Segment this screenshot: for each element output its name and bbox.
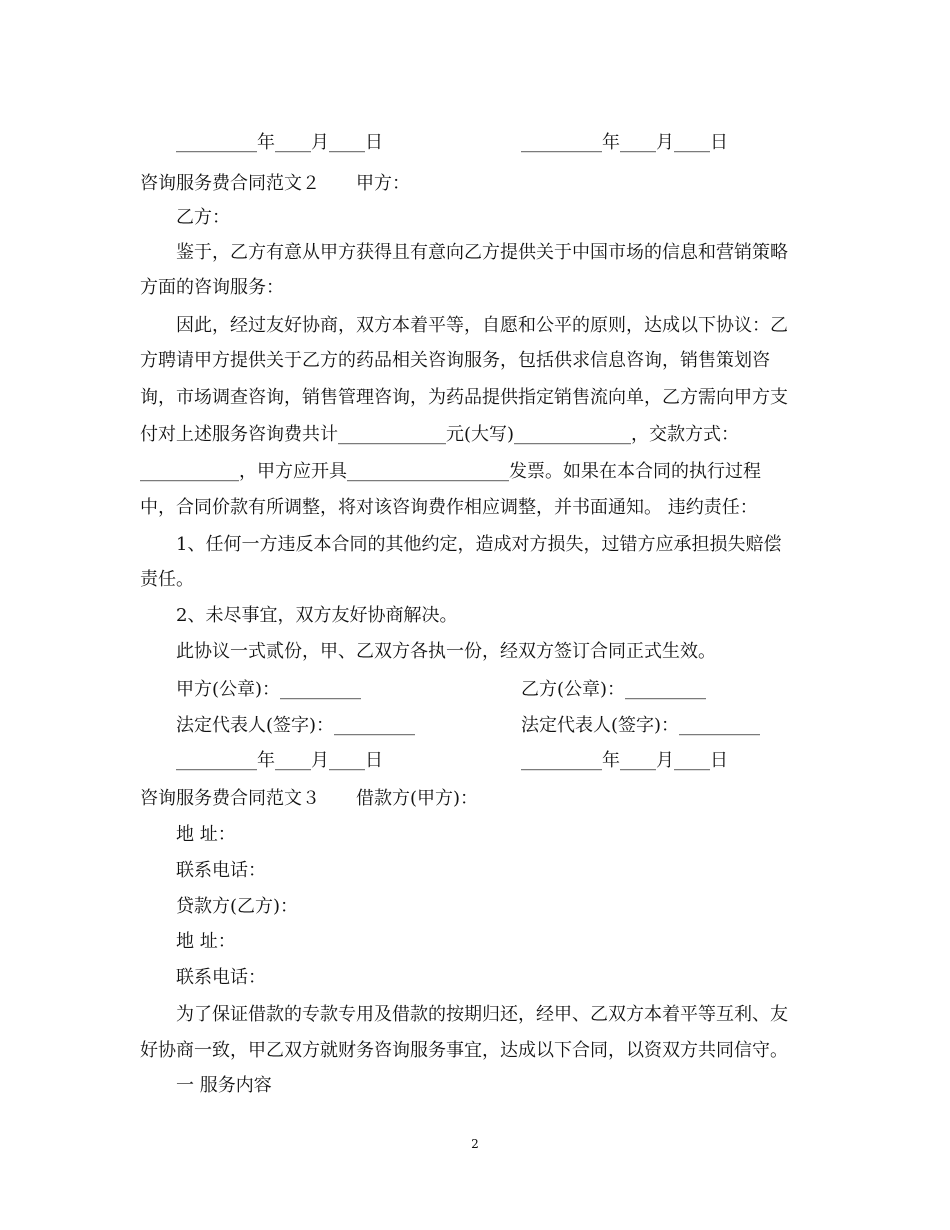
text-line: 法定代表人(签字)：_________ — [176, 715, 416, 736]
text-line: 地 址： — [176, 931, 236, 952]
text-line: _________年____月____日 — [176, 750, 383, 771]
text-line: _________年____月____日 — [521, 132, 728, 153]
text-line: 责任。 — [140, 569, 194, 590]
text-line: 方聘请甲方提供关于乙方的药品相关咨询服务，包括供求信息咨询，销售策划咨 — [140, 350, 770, 371]
text-line: 1、任何一方违反本合同的其他约定，造成对方损失，过错方应承担损失赔偿 — [176, 534, 782, 555]
text-line: 地 址： — [176, 824, 236, 845]
text-line: 法定代表人(签字)：_________ — [521, 715, 761, 736]
text-line: 鉴于，乙方有意从甲方获得且有意向乙方提供关于中国市场的信息和营销策略 — [176, 242, 788, 263]
text-line: 因此，经过友好协商，双方本着平等，自愿和公平的原则，达成以下协议：乙 — [176, 315, 788, 336]
text-line: 乙方(公章)：_________ — [521, 679, 707, 700]
text-line: 咨询服务费合同范文２ 甲方： — [140, 173, 410, 194]
text-line: 付对上述服务咨询费共计____________元(大写)_____________，交款方式： — [140, 424, 740, 445]
text-line: 中，合同价款有所调整，将对该咨询费作相应调整，并书面通知。 违约责任： — [140, 497, 758, 518]
text-line: ___________，甲方应开具__________________发票。如果在本合同的执行过程 — [140, 461, 761, 482]
text-line: 甲方(公章)：_________ — [176, 679, 362, 700]
text-line: 此协议一式贰份，甲、乙双方各执一份，经双方签订合同正式生效。 — [176, 641, 716, 662]
text-line: 联系电话： — [176, 967, 266, 988]
text-line: _________年____月____日 — [176, 132, 383, 153]
text-line: 为了保证借款的专款专用及借款的按期归还，经甲、乙双方本着平等互利、友 — [176, 1004, 788, 1025]
text-line: 方面的咨询服务： — [140, 277, 284, 298]
text-line: 联系电话： — [176, 860, 266, 881]
text-line: _________年____月____日 — [521, 750, 728, 771]
text-line: 咨询服务费合同范文３ 借款方(甲方)： — [140, 788, 479, 809]
text-line: 乙方： — [176, 207, 230, 228]
page-number: 2 — [471, 1137, 479, 1151]
text-line: 贷款方(乙方)： — [176, 896, 299, 917]
text-line: 好协商一致，甲乙双方就财务咨询服务事宜，达成以下合同，以资双方共同信守。 — [140, 1040, 788, 1061]
text-line: 询，市场调查咨询，销售管理咨询，为药品提供指定销售流向单，乙方需向甲方支 — [140, 387, 788, 408]
text-line: 2、未尽事宜，双方友好协商解决。 — [176, 605, 458, 626]
text-line: 一 服务内容 — [176, 1075, 272, 1096]
